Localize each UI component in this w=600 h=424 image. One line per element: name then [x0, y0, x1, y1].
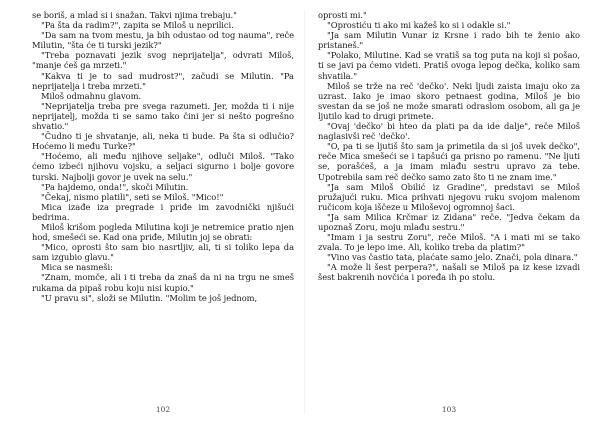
right-page-text — [318, 10, 580, 283]
paragraph: "Polako, Milutine. Kad se vratiš sa tog puta na koji si pošao, ti se javi pa ćemo videti. Pratiš ovoga lepog dečka, koliko sam shvatila." — [318, 50, 580, 81]
paragraph: Miloš odmahnu glavom. — [41, 90, 142, 101]
paragraph: "Kakva ti je to sad mudrost?", začudi se Milutin. "Pa neprijatelja i treba mrzeti." — [32, 70, 294, 91]
paragraph: "U pravu si", složi se Milutin. "Molim te još jednom, — [41, 292, 258, 303]
paragraph: oprosti mi." — [318, 10, 367, 20]
paragraph: "Neprijatelja treba pre svega razumeti. Jer, možda ti i nije neprijatelj, možda ti se samo tako čini jer si nešto pogrešno shvatio." — [32, 100, 294, 132]
left-page-text — [32, 10, 294, 303]
paragraph: "Vino vas častio tata, plaćate samo jelo. Znači, pola dinara." — [327, 252, 578, 263]
paragraph: Miloš krišom pogleda Milutina koji je netremice pratio njen hod, smešeći se. Kad ona priđe, Milutin joj se obrati: — [32, 221, 294, 243]
page-number: 103 — [441, 405, 457, 414]
paragraph: "Oprostiću ti ako mi kažeš ko si i odakle si." — [327, 20, 511, 31]
paragraph: "Treba poznavati jezik svog neprijatelja", odvrati Miloš, "manje ćeš ga mrzeti." — [32, 50, 294, 71]
paragraph: Miloš se trže na reč 'dečko'. Neki ljudi zaista imaju oko za uzrast. Iako je imao skoro petnaest godina, Miloš je bio svestan da se još ne može smarati odraslom osobom, ali ga je ljutilo kad to drugi primete. — [318, 80, 580, 121]
paragraph: "Znam, momče, ali i ti treba da znaš da ni na trgu ne smeš rukama da pipaš robu koju nisi kupio." — [32, 272, 294, 293]
paragraph: "Čekaj, nismo platili", seti se Miloš. "Mico!" — [41, 191, 224, 202]
right-page — [318, 10, 580, 414]
spine-divider — [304, 10, 305, 414]
paragraph: "Mico, oprosti što sam bio nasrtljiv, ali, ti si toliko lepa da sam izgubio glavu." — [32, 242, 294, 263]
page-number: 102 — [155, 405, 171, 414]
paragraph: "Ovaj 'dečko' bi hteo da plati pa da ide dalje", reče Miloš naglasivši reč 'dečko'. — [318, 121, 580, 142]
paragraph: "Čudno ti je shvatanje, ali, neka ti bude. Pa šta si odlučio? Hoćemo li među Turke?" — [32, 131, 294, 152]
paragraph: "Imam i ja sestru Zoru", reče Miloš. "A i mati mi se tako zvala. To je lepo ime. Ali, koliko treba da platim?" — [318, 232, 580, 253]
paragraph: "A može li šest perpera?", našali se Miloš pa iz kese izvadi šest bakrenih novčića i poređa ih po stolu. — [318, 262, 580, 283]
paragraph: "Da sam na tvom mestu, ja bih odustao od tog nauma", reče Milutin, "šta će ti turski jezik?" — [32, 30, 294, 51]
paragraph: "Pa hajdemo, onda!", skoči Milutin. — [41, 181, 189, 192]
paragraph: se boriš, a mlad si i snažan. Takvi njima trebaju." — [32, 10, 237, 20]
paragraph: "Pa šta da radim?", zapita se Miloš u neprilici. — [41, 20, 234, 31]
paragraph: Mica se nasmeši: — [41, 262, 113, 273]
paragraph: Mica izađe iza pregrade i priđe im zavodnički njišući bedrima. — [32, 201, 294, 222]
paragraph: "Ja sam Miloš Obilić iz Gradine", predstavi se Miloš pružajući ruku. Mica prihvati njegovu ruku svojom malenom ručicom koja iščeze u Miloševoj ogromnoj šaci. — [318, 181, 580, 212]
left-page — [32, 10, 294, 414]
paragraph: "Ja sam Milutin Vunar iz Krsne i rado bih te ženio ako pristaneš." — [318, 30, 580, 51]
paragraph: "Ja sam Milica Krčmar iz Zidana" reče. "Jedva čekam da upoznaš Zoru, moju mlađu sestru." — [318, 211, 580, 232]
paragraph: "Hoćemo, ali među njihove seljake", odluči Miloš. "Tako ćemo izbeći njihovu vojsku, a seljaci sigurno i bolje govore turski. Najbolji govor je uvek na selu." — [32, 151, 294, 182]
paragraph: "O, pa ti se ljutiš što sam ja primetila da si još uvek dečko", reče Mica smešeći se i tapšući ga prisno po ramenu. "Ne ljuti se, porašćeš, a ja imam mlađu sestru upravo za tebe. Upotrebila sam reč dečko samo zato što ti ne znam ime." — [318, 141, 580, 182]
